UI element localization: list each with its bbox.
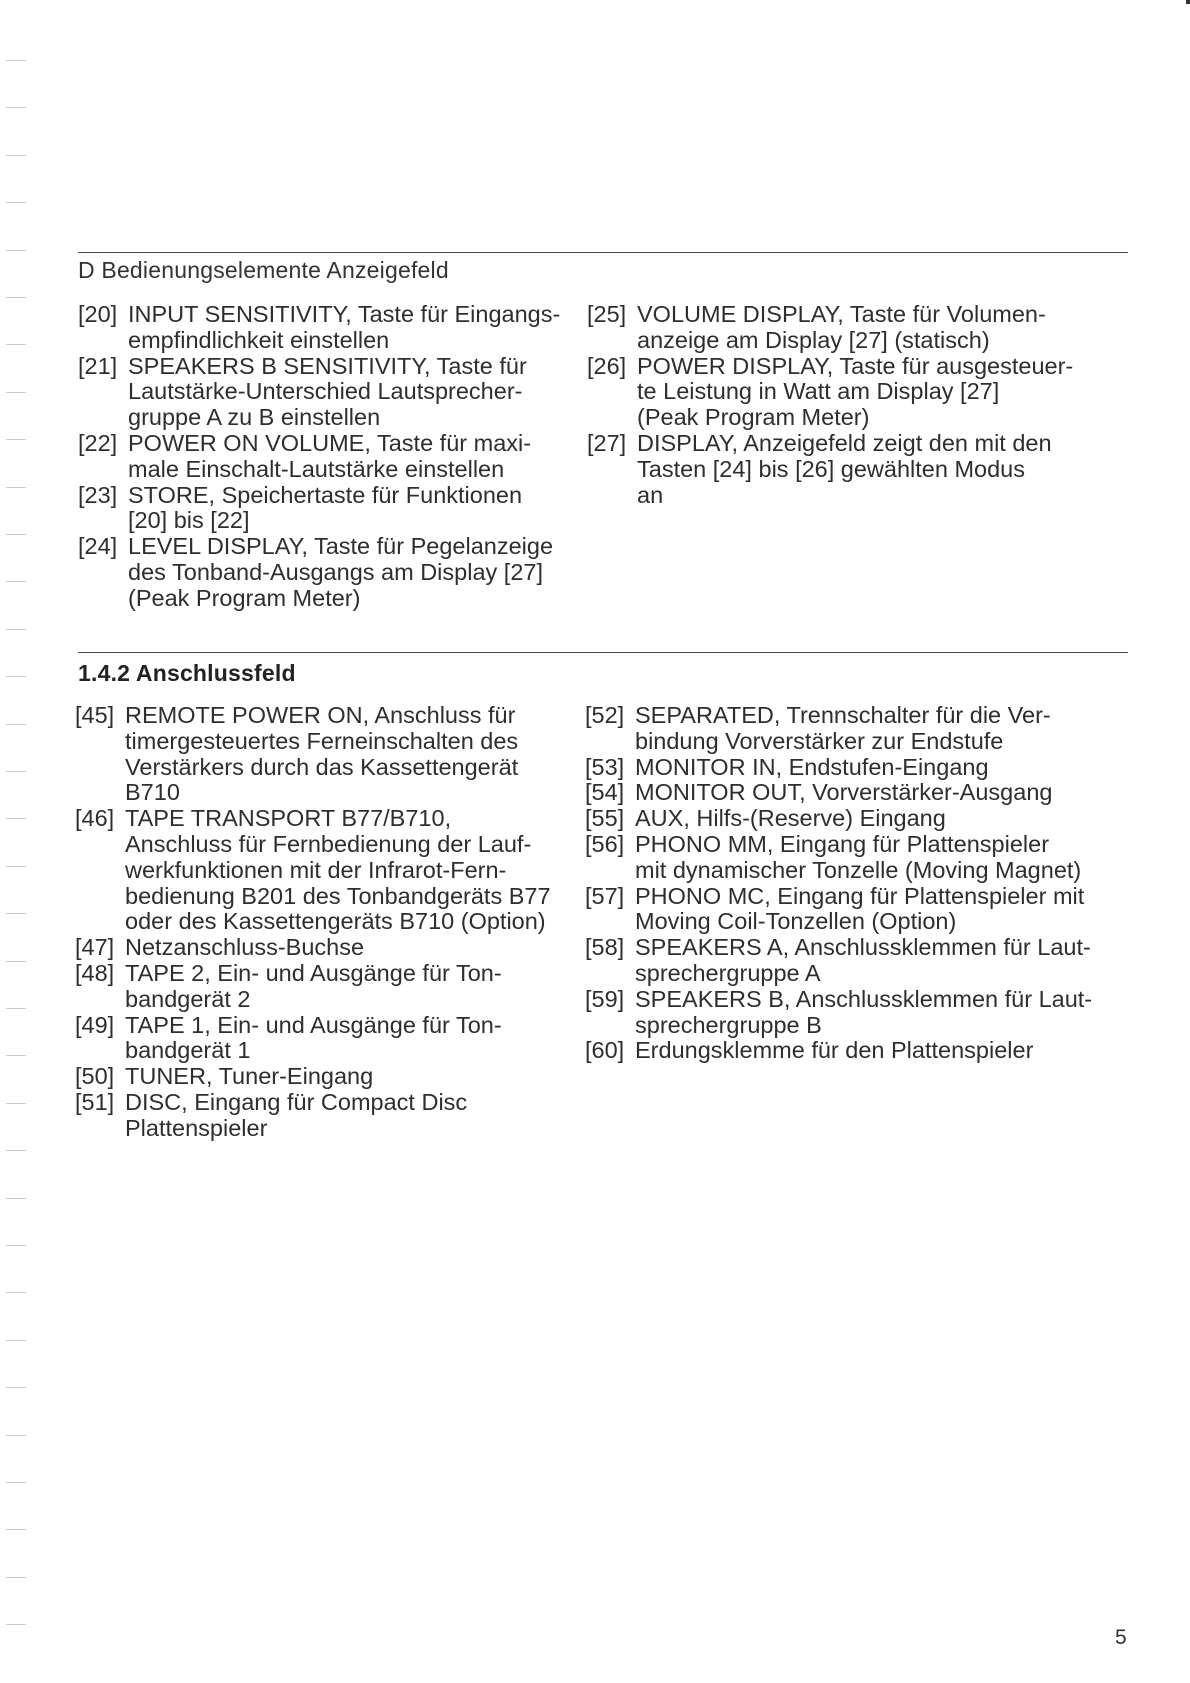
- item-text-line: male Einschalt-Lautstärke einstellen: [128, 455, 505, 482]
- margin-tick: [6, 1435, 26, 1436]
- list-item: [75, 703, 565, 806]
- section-rule-middle: [78, 652, 1128, 653]
- margin-tick: [6, 1008, 26, 1009]
- margin-tick: [6, 771, 26, 772]
- margin-tick: [6, 818, 26, 819]
- item-text-line: PHONO MM, Eingang für Plattenspieler: [635, 830, 1050, 857]
- item-text-line: (Peak Program Meter): [128, 584, 361, 611]
- item-text: [125, 935, 565, 961]
- item-number: [57]: [585, 882, 625, 909]
- item-number: [55]: [585, 805, 625, 832]
- item-text-line: PHONO MC, Eingang für Plattenspieler mit: [635, 882, 1085, 909]
- section-d-left-column: [78, 302, 568, 612]
- list-item: [78, 354, 568, 431]
- item-number: [23]: [78, 481, 118, 508]
- list-item: [587, 354, 1077, 431]
- item-text-line: Tasten [24] bis [26] gewählten Modus: [637, 455, 1025, 482]
- item-text-line: bedienung B201 des Tonbandgeräts B77: [125, 882, 551, 909]
- item-text: [128, 431, 568, 483]
- item-text-line: DISC, Eingang für Compact Disc: [125, 1088, 468, 1115]
- list-item: [585, 806, 1075, 832]
- margin-tick: [6, 202, 26, 203]
- section-d-right-column: [587, 302, 1077, 508]
- item-number: [49]: [75, 1011, 115, 1038]
- margin-tick: [6, 297, 26, 298]
- item-text-line: [20] bis [22]: [128, 507, 250, 534]
- item-text-line: Plattenspieler: [125, 1114, 268, 1141]
- list-item: [78, 483, 568, 535]
- item-text: [635, 703, 1075, 755]
- item-number: [53]: [585, 753, 625, 780]
- item-text-line: TUNER, Tuner-Eingang: [125, 1063, 374, 1090]
- item-text: [635, 884, 1084, 936]
- item-text-line: TAPE 2, Ein- und Ausgänge für Ton-: [125, 959, 502, 986]
- list-item: [75, 935, 565, 961]
- item-text: [125, 1064, 565, 1090]
- list-item: [585, 780, 1075, 806]
- item-text-line: bandgerät 2: [125, 985, 251, 1012]
- item-number: [52]: [585, 702, 625, 728]
- margin-tick: [6, 1529, 26, 1530]
- item-text: [637, 354, 1077, 431]
- item-number: [45]: [75, 702, 115, 728]
- item-number: [20]: [78, 301, 118, 327]
- item-text-line: SPEAKERS B SENSITIVITY, Taste für: [128, 352, 527, 379]
- item-text: [128, 534, 568, 611]
- margin-tick: [6, 629, 26, 630]
- item-text-line: Moving Coil-Tonzellen (Option): [635, 908, 957, 935]
- item-text: [125, 961, 565, 1013]
- anschlussfeld-left-column: [75, 703, 565, 1142]
- item-text-line: VOLUME DISPLAY, Taste für Volumen-: [637, 301, 1046, 327]
- list-item: [585, 882, 1085, 936]
- list-item: [75, 1064, 565, 1090]
- margin-tick: [6, 1340, 26, 1341]
- margin-tick: [6, 107, 26, 108]
- item-text-line: (Peak Program Meter): [637, 404, 870, 431]
- item-text: [635, 935, 1091, 987]
- item-text-line: LEVEL DISPLAY, Taste für Pegelanzeige: [128, 533, 554, 560]
- item-text-line: REMOTE POWER ON, Anschluss für: [125, 702, 516, 728]
- margin-tick: [6, 1624, 26, 1625]
- item-number: [22]: [78, 429, 118, 456]
- list-item: [78, 534, 568, 611]
- item-text: [128, 483, 568, 535]
- item-text-line: empfindlichkeit einstellen: [128, 326, 390, 353]
- margin-tick: [6, 1055, 26, 1056]
- margin-tick: [6, 60, 26, 61]
- item-text-line: DISPLAY, Anzeigefeld zeigt den mit den: [637, 429, 1052, 456]
- item-text-line: an: [637, 481, 664, 508]
- item-text-line: werkfunktionen mit der Infrarot-Fern-: [125, 856, 507, 883]
- list-item: [585, 985, 1093, 1039]
- item-text-line: Verstärkers durch das Kassettengerät: [125, 753, 519, 780]
- item-text: [635, 1038, 1075, 1064]
- item-number: [27]: [587, 429, 627, 456]
- margin-tick: [6, 581, 26, 582]
- item-text-line: TAPE 1, Ein- und Ausgänge für Ton-: [125, 1011, 502, 1038]
- list-item: [78, 431, 568, 483]
- list-item: [75, 961, 565, 1013]
- item-text-line: timergesteuertes Ferneinschalten des: [125, 727, 519, 754]
- anschlussfeld-right-column: [585, 702, 1093, 1064]
- item-text-line: MONITOR IN, Endstufen-Eingang: [635, 753, 989, 780]
- item-text: [128, 354, 568, 431]
- item-text-line: POWER DISPLAY, Taste für ausgesteuer-: [637, 352, 1074, 379]
- item-text-line: Lautstärke-Unterschied Lautsprecher-: [128, 378, 523, 405]
- margin-tick: [6, 1198, 26, 1199]
- item-text-line: bindung Vorverstärker zur Endstufe: [635, 727, 1004, 754]
- item-text-line: oder des Kassettengeräts B710 (Option): [125, 908, 546, 935]
- item-text-line: SPEAKERS B, Anschlussklemmen für Laut-: [635, 985, 1093, 1012]
- margin-tick: [6, 1150, 26, 1151]
- list-item: [585, 830, 1082, 884]
- item-text-line: TAPE TRANSPORT B77/B710,: [125, 805, 452, 832]
- list-item: [585, 703, 1075, 755]
- item-number: [54]: [585, 779, 625, 806]
- margin-tick: [6, 961, 26, 962]
- item-text: [635, 755, 1075, 781]
- item-text-line: B710: [125, 779, 180, 806]
- item-text-line: AUX, Hilfs-(Reserve) Eingang: [635, 805, 946, 832]
- section-heading-bedienungselemente: D Bedienungselemente Anzeigefeld: [78, 257, 449, 283]
- margin-tick: [6, 155, 26, 156]
- item-text: [125, 1013, 565, 1065]
- list-item: [75, 806, 565, 935]
- list-item: [587, 302, 1077, 354]
- item-text-line: POWER ON VOLUME, Taste für maxi-: [128, 429, 532, 456]
- margin-tick: [6, 1482, 26, 1483]
- item-text-line: mit dynamischer Tonzelle (Moving Magnet): [635, 856, 1082, 883]
- margin-tick: [6, 1387, 26, 1388]
- margin-tick: [6, 250, 26, 251]
- item-text-line: gruppe A zu B einstellen: [128, 404, 381, 431]
- margin-tick: [6, 1103, 26, 1104]
- item-text: [637, 431, 1077, 508]
- margin-tick: [6, 344, 26, 345]
- corner-mark: [1186, 0, 1190, 4]
- item-text-line: sprechergruppe B: [635, 1011, 822, 1038]
- list-item: [75, 1090, 565, 1142]
- item-text: [125, 1090, 565, 1142]
- margin-tick: [6, 487, 26, 488]
- item-text-line: SEPARATED, Trennschalter für die Ver-: [635, 702, 1051, 728]
- item-text-line: bandgerät 1: [125, 1037, 251, 1064]
- margin-tick: [6, 913, 26, 914]
- item-number: [56]: [585, 830, 625, 857]
- section-heading-anschlussfeld: 1.4.2 Anschlussfeld: [78, 660, 296, 686]
- item-number: [50]: [75, 1063, 115, 1090]
- margin-tick: [6, 534, 26, 535]
- margin-ticks: [6, 60, 26, 1660]
- item-text: [635, 806, 1075, 832]
- item-number: [59]: [585, 985, 625, 1012]
- item-text: [125, 703, 565, 806]
- item-number: [60]: [585, 1037, 625, 1064]
- item-number: [47]: [75, 934, 115, 961]
- list-item: [585, 1038, 1075, 1064]
- item-number: [51]: [75, 1088, 115, 1115]
- page-number: 5: [1115, 1626, 1127, 1649]
- item-text: [635, 832, 1081, 884]
- item-text-line: Anschluss für Fernbedienung der Lauf-: [125, 830, 532, 857]
- list-item: [587, 431, 1077, 508]
- item-text-line: anzeige am Display [27] (statisch): [637, 326, 990, 353]
- item-text: [125, 806, 565, 935]
- item-number: [48]: [75, 959, 115, 986]
- list-item: [78, 302, 568, 354]
- list-item: [75, 1013, 565, 1065]
- list-item: [585, 934, 1091, 987]
- list-item: [585, 755, 1075, 781]
- margin-tick: [6, 676, 26, 677]
- item-text: [635, 987, 1092, 1039]
- item-text: [128, 302, 568, 354]
- item-number: [58]: [585, 934, 625, 961]
- item-text-line: des Tonband-Ausgangs am Display [27]: [128, 558, 543, 585]
- item-text-line: te Leistung in Watt am Display [27]: [637, 378, 1000, 405]
- item-number: [21]: [78, 352, 118, 379]
- item-number: [26]: [587, 352, 627, 379]
- item-text-line: STORE, Speichertaste für Funktionen: [128, 481, 523, 508]
- item-text: [637, 302, 1077, 354]
- margin-tick: [6, 439, 26, 440]
- margin-tick: [6, 1577, 26, 1578]
- margin-tick: [6, 1245, 26, 1246]
- item-text-line: INPUT SENSITIVITY, Taste für Eingangs-: [128, 301, 561, 327]
- margin-tick: [6, 724, 26, 725]
- item-text-line: SPEAKERS A, Anschlussklemmen für Laut-: [635, 934, 1091, 961]
- item-text-line: Netzanschluss-Buchse: [125, 934, 365, 961]
- item-number: [25]: [587, 301, 627, 327]
- margin-tick: [6, 392, 26, 393]
- item-text-line: Erdungsklemme für den Plattenspieler: [635, 1037, 1034, 1064]
- item-text: [635, 780, 1075, 806]
- item-number: [24]: [78, 533, 118, 560]
- margin-tick: [6, 1292, 26, 1293]
- item-text-line: MONITOR OUT, Vorverstärker-Ausgang: [635, 779, 1053, 806]
- margin-tick: [6, 866, 26, 867]
- section-rule-top: [78, 252, 1128, 253]
- item-text-line: sprechergruppe A: [635, 959, 821, 986]
- item-number: [46]: [75, 805, 115, 832]
